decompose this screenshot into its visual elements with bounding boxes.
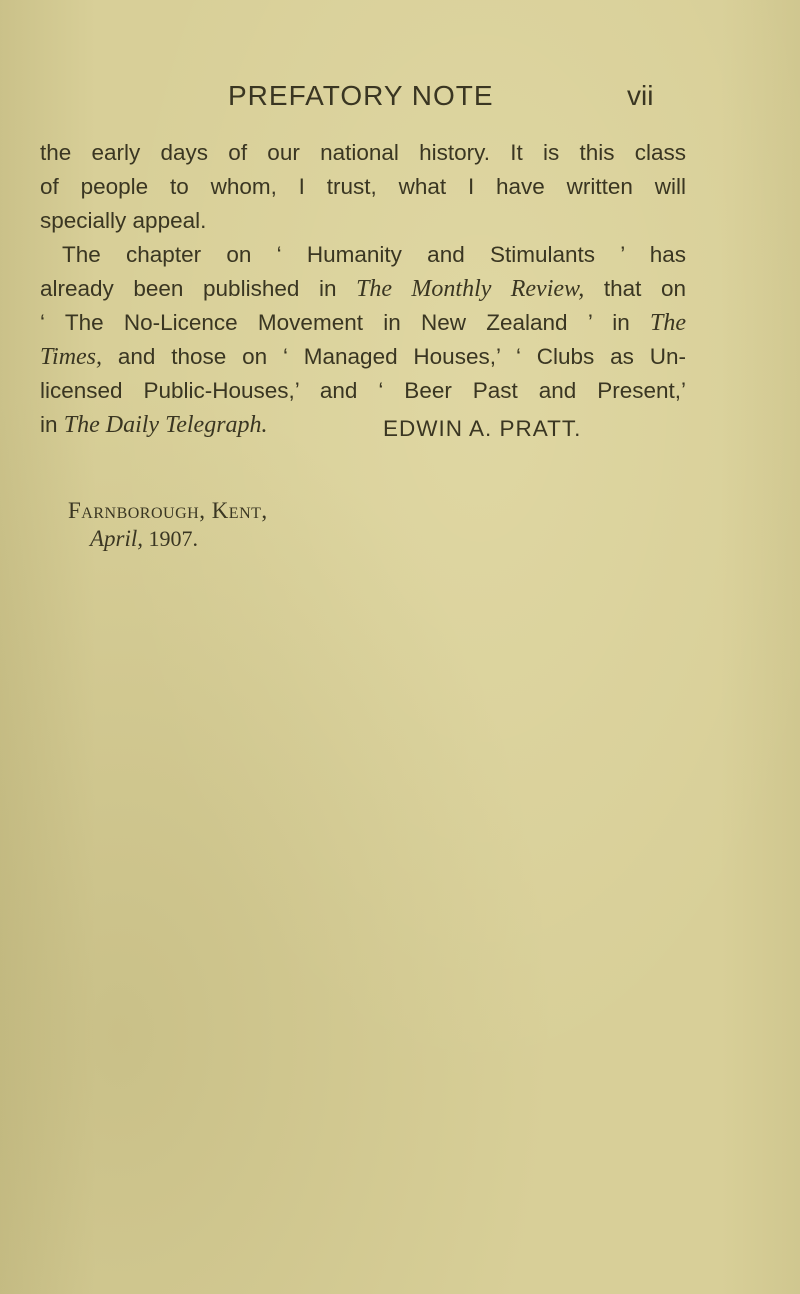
text-line: the early days of our national history. It is this class xyxy=(40,140,686,165)
text-run: ‘ The No-Licence Movement in New Zealand ’ in xyxy=(40,310,650,335)
text-run: that on xyxy=(584,276,686,301)
body-text xyxy=(40,136,686,442)
paragraph-2 xyxy=(40,238,686,442)
running-head xyxy=(0,78,800,118)
italic-title: The Daily Telegraph. xyxy=(63,412,268,438)
text-run: and those on ‘ Managed Houses,’ ‘ Clubs as Un- xyxy=(102,344,686,369)
text-line xyxy=(40,340,686,374)
text-line xyxy=(40,272,686,306)
text-line: specially appeal. xyxy=(40,208,207,233)
paragraph-1 xyxy=(40,136,686,238)
running-title: PREFATORY NOTE xyxy=(228,80,494,111)
page-number: vii xyxy=(627,80,654,111)
text-line: of people to whom, I trust, what I have written will xyxy=(40,174,686,199)
dateline-year: 1907. xyxy=(143,526,199,551)
text-run: already been published in xyxy=(40,276,357,301)
text-line xyxy=(40,408,686,442)
text-line xyxy=(40,306,686,340)
text-line: licensed Public-Houses,’ and ‘ Beer Past and Present,’ xyxy=(40,378,686,403)
dateline-date xyxy=(90,524,198,554)
text-line: The chapter on ‘ Humanity and Stimulants ’ has xyxy=(62,242,686,267)
text-run: in xyxy=(40,412,64,437)
dateline-month: April, xyxy=(90,526,144,551)
italic-title: The Monthly Review, xyxy=(356,276,585,302)
author-signature: EDWIN A. PRATT. xyxy=(383,416,582,441)
italic-title: The xyxy=(650,310,686,336)
dateline-place: Farnborough, Kent, xyxy=(68,498,268,523)
italic-title: Times, xyxy=(40,344,103,370)
